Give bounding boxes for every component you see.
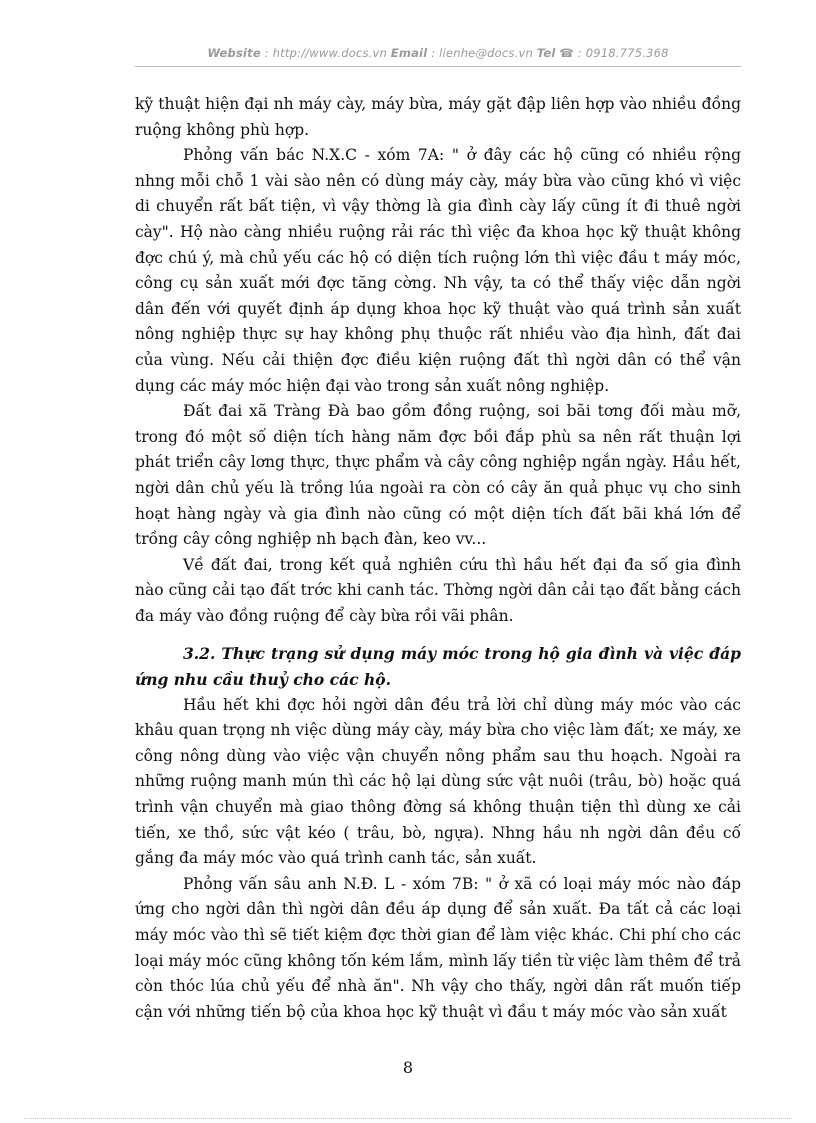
email-label: Email xyxy=(390,46,428,60)
email-separator: : xyxy=(427,46,440,60)
phone-icon: ☎ xyxy=(559,46,574,60)
paragraph-interview-nxc: Phỏng vấn bác N.X.C - xóm 7A: " ở đây các hộ cũng có nhiều rộng nhng mỗi chỗ 1 vài sào nên có dùng máy cày, máy bừa vào cũng khó vì việc di chuyển rất bất tiện, vì vậy thờng là gia đình cày lấy cũng ít đi thuê ngời cày". Hộ nào càng nhiều ruộng rải rác thì việc đa khoa học kỹ thuật không đợc chú ý, mà chủ yếu các hộ có diện tích ruộng lớn thì việc đầu t máy móc, công cụ sản xuất mới đợc tăng cờng. Nh vậy, ta có thể thấy việc dẫn ngời dân đến với quyết định áp dụng khoa học kỹ thuật vào quá trình sản xuất nông nghiệp thực sự hay không phụ thuộc rất nhiều vào địa hình, đất đai của vùng. Nếu cải thiện đợc điều kiện ruộng đất thì ngời dân có thể vận dụng các máy móc hiện đại vào trong sản xuất nông nghiệp. xyxy=(135,146,741,395)
paragraph-land-trang-da: Đất đai xã Tràng Đà bao gồm đồng ruộng, soi bãi tơng đối màu mỡ, trong đó một số diện tích hàng năm đợc bồi đắp phù sa nên rất thuận lợi phát triển cây lơng thực, thực phẩm và cây công nghiệp ngắn ngày. Hầu hết, ngời dân chủ yếu là trồng lúa ngoài ra còn có cây ăn quả phục vụ cho sinh hoạt hàng ngày và gia đình nào cũng có một diện tích đất bãi khá lớn để trồng cây công nghiệp nh bạch đàn, keo vv... xyxy=(135,402,741,549)
paragraph-interview-ndl: Phỏng vấn sâu anh N.Đ. L - xóm 7B: " ở xã có loại máy móc nào đáp ứng cho ngời dân thì ngời dân đều áp dụng để sản xuất. Đa tất cả các loại máy móc vào thì sẽ tiết kiệm đợc thời gian để làm việc khác. Chi phí cho các loại máy móc cũng không tốn kém lắm, mình lấy tiền từ việc làm thêm để trả còn thóc lúa chủ yếu để nhà ăn". Nh vậy cho thấy, ngời dân rất muốn tiếp cận với những tiến bộ của khoa học kỹ thuật vì đầu t máy móc vào sản xuất xyxy=(135,874,741,1021)
paragraph-continued: kỹ thuật hiện đại nh máy cày, máy bừa, máy gặt đập liên hợp vào nhiều đồng ruộng không phù hợp. xyxy=(135,95,741,139)
paragraph-machinery-use: Hầu hết khi đợc hỏi ngời dân đều trả lời chỉ dùng máy móc vào các khâu quan trọng nh việc dùng máy cày, máy bừa cho việc làm đất; xe máy, xe công nông dùng vào việc vận chuyển nông phẩm sau thu hoạch. Ngoài ra những ruộng manh mún thì các hộ lại dùng sức vật nuôi (trâu, bò) hoặc quá trình vận chuyển mà giao thông đờng sá không thuận tiện thì dùng xe cải tiến, xe thồ, sức vật kéo ( trâu, bò, ngựa). Nhng hầu nh ngời dân đều cố gắng đa máy móc vào quá trình canh tác, sản xuất. xyxy=(135,695,741,868)
footer-divider xyxy=(24,1118,792,1119)
document-body xyxy=(135,92,741,1025)
tel-label: Tel xyxy=(536,46,556,60)
tel-separator: : xyxy=(573,46,586,60)
phone-number: 0918.775.368 xyxy=(585,46,669,60)
website-url[interactable]: http://www.docs.vn xyxy=(272,46,387,60)
email-address[interactable]: lienhe@docs.vn xyxy=(439,46,533,60)
website-label: Website xyxy=(207,46,261,60)
paragraph-land-improvement: Về đất đai, trong kết quả nghiên cứu thì hầu hết đại đa số gia đình nào cũng cải tạo đất trớc khi canh tác. Thờng ngời dân cải tạo đất bằng cách đa máy vào đồng ruộng để cày bừa rồi vãi phân. xyxy=(135,555,741,625)
page-number: 8 xyxy=(402,1058,414,1077)
section-heading: 3.2. Thực trạng sử dụng máy móc trong hộ gia đình và việc đáp ứng nhu cầu thuỷ cho các hộ. xyxy=(135,644,741,690)
header-divider xyxy=(135,66,741,67)
page-header xyxy=(135,46,741,60)
website-separator: : xyxy=(260,46,273,60)
